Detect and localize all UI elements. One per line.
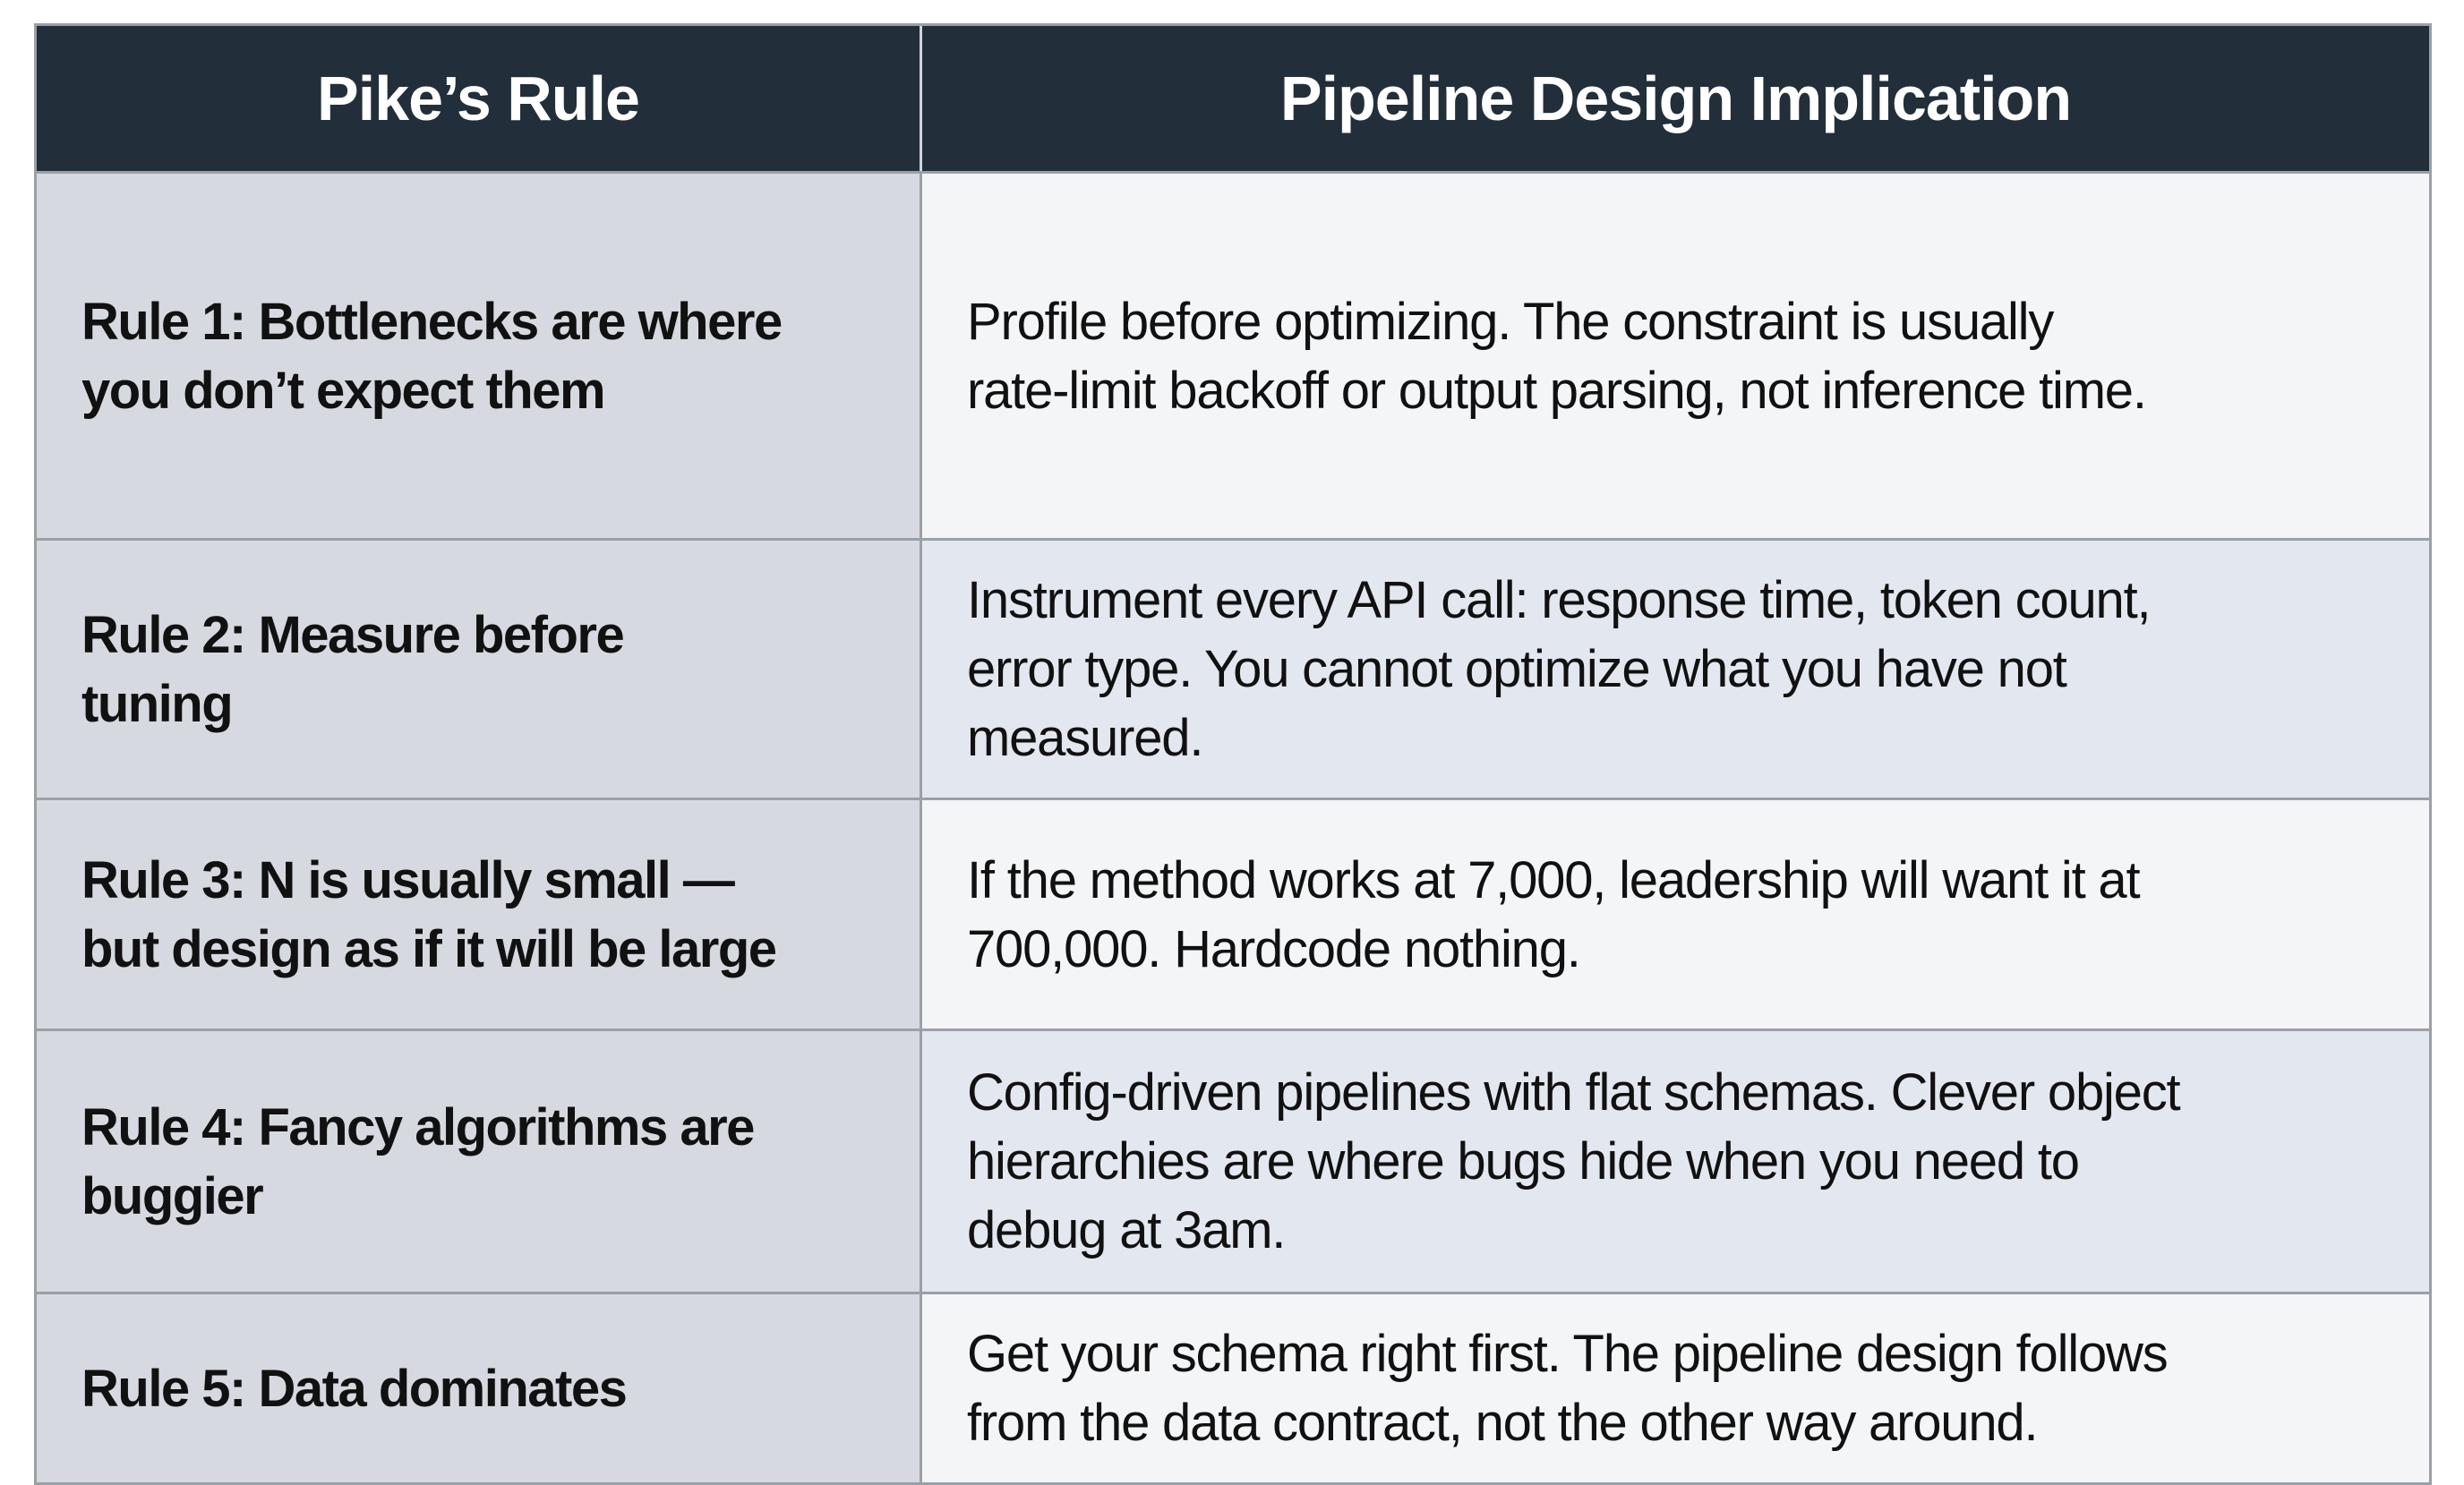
implication-text-line: from the data contract, not the other way around. bbox=[967, 1394, 2038, 1452]
implication-text-line: rate-limit backoff or output parsing, not inference time. bbox=[967, 361, 2146, 420]
implication-cell bbox=[922, 541, 2429, 798]
implication-text-line: error type. You cannot optimize what you have not bbox=[967, 640, 2066, 698]
implication-cell bbox=[922, 1294, 2429, 1482]
rule-cell bbox=[37, 174, 922, 538]
implication-text-line: Instrument every API call: response time, token count, bbox=[967, 571, 2151, 629]
pike-rules-table bbox=[34, 23, 2432, 1485]
rule-text-line: tuning bbox=[81, 674, 233, 733]
rule-text-line: Rule 4: Fancy algorithms are bbox=[81, 1097, 754, 1156]
header-pipeline-design-implication: Pipeline Design Implication bbox=[1279, 64, 2072, 133]
rule-cell bbox=[37, 800, 922, 1028]
implication-text-line: measured. bbox=[967, 709, 1203, 767]
implication-text-line: 700,000. Hardcode nothing. bbox=[967, 919, 1580, 978]
implication-text-line: If the method works at 7,000, leadership will want it at bbox=[967, 850, 2140, 909]
rule-cell bbox=[37, 1031, 922, 1292]
rule-text-line: you don’t expect them bbox=[81, 361, 605, 420]
implication-text-line: Profile before optimizing. The constraint is usually bbox=[967, 292, 2054, 351]
rule-text-line: Rule 3: N is usually small — bbox=[81, 850, 734, 909]
rule-text-line: Rule 5: Data dominates bbox=[81, 1359, 627, 1418]
header-pikes-rule: Pike’s Rule bbox=[37, 26, 922, 171]
table-header bbox=[37, 26, 2429, 171]
rule-text-line: Rule 1: Bottlenecks are where bbox=[81, 292, 782, 351]
rule-text-line: Rule 2: Measure before bbox=[81, 605, 624, 664]
rule-cell bbox=[37, 1294, 922, 1482]
implication-text-line: hierarchies are where bugs hide when you need to bbox=[967, 1132, 2079, 1191]
implication-cell bbox=[922, 800, 2429, 1028]
table-row bbox=[37, 538, 2429, 798]
table-row bbox=[37, 1028, 2429, 1292]
rule-cell bbox=[37, 541, 922, 798]
implication-cell bbox=[922, 174, 2429, 538]
implication-text-line: debug at 3am. bbox=[967, 1201, 1286, 1259]
rule-text-line: buggier bbox=[81, 1166, 263, 1225]
implication-cell bbox=[922, 1031, 2429, 1292]
rule-text-line: but design as if it will be large bbox=[81, 919, 776, 978]
table-row bbox=[37, 1292, 2429, 1482]
table-row bbox=[37, 171, 2429, 538]
table-row bbox=[37, 798, 2429, 1028]
implication-text-line: Get your schema right first. The pipeline design follows bbox=[967, 1325, 2168, 1383]
implication-text-line: Config-driven pipelines with flat schemas. Clever object bbox=[967, 1063, 2180, 1122]
